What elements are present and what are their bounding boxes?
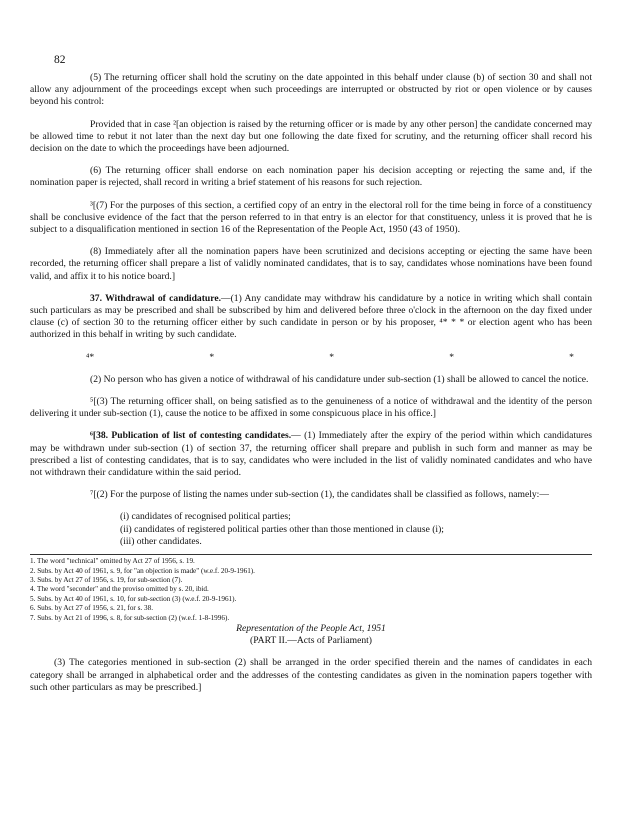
star: * xyxy=(569,351,574,363)
section-38 xyxy=(30,430,592,479)
footnote: 5. Subs. by Act 40 of 1961, s. 10, for sub-section (3) (w.e.f. 20-9-1961). xyxy=(30,594,237,603)
footnote: 2. Subs. by Act 40 of 1961, s. 9, for "an objection is made" (w.e.f. 20-9-1961). xyxy=(30,566,255,575)
section-38-heading: ⁶[38. Publication of list of contesting candidates. xyxy=(90,430,292,442)
footnote: 7. Subs. by Act 21 of 1996, s. 8, for sub-section (2) (w.e.f. 1-8-1996). xyxy=(30,613,230,622)
star: ⁴* xyxy=(86,351,95,363)
footnote: 1. The word "technical" omitted by Act 27 of 1956, s. 19. xyxy=(30,557,195,566)
page-body xyxy=(30,52,592,694)
page-number: 82 xyxy=(54,54,66,66)
omission-stars xyxy=(30,352,592,364)
section-37-heading: 37. Withdrawal of candidature. xyxy=(90,292,221,304)
paragraph-7: ³[(7) For the purposes of this section, a certified copy of an entry in the electoral roll for the time being in force of a constituency shall be conclusive evidence of the fact that the person referred to in that entry is an elector for that constituency, unless it is proved that he is subject to a disqualification mentioned in section 16 of the Representation of the People Act, 1950 (43 of 1950). xyxy=(30,199,592,236)
paragraph-5: (5) The returning officer shall hold the scrutiny on the date appointed in this behalf under clause (b) of section 30 and shall not allow any adjournment of the proceedings except when such proceedings are interrupted or obstructed by riot or open violence or by causes beyond his control: xyxy=(30,72,592,108)
section-37 xyxy=(30,293,592,342)
proviso: Provided that in case ²[an objection is raised by the returning officer or is made by any other person] the candidate concerned may be allowed time to rebut it not later than the next day but one following the date fixed for scrutiny, and the returning officer shall record his decision on the date to which the proceedings have been adjourned. xyxy=(30,118,592,155)
section-38-text: — (1) Immediately after the expiry of the period within which candidatures may be withdrawn under sub-section (1) of section 37, the returning officer shall prepare and publish in such form and manner as may be prescribed a list of contesting candidates, that is to say, candidates who were included in the list of validly nominated candidates and who have not withdrawn their candidature within the said period. xyxy=(30,430,592,479)
paragraph-8: (8) Immediately after all the nomination papers have been scrutinized and decisions accepting or ejecting the same have been recorded, the returning officer shall prepare a list of validly nominated candidates, that is to say, candidates whose nominations have been found valid, and affix it to his notice board.] xyxy=(30,246,592,282)
star: * xyxy=(209,351,215,363)
footnotes xyxy=(30,557,592,623)
section-38-3: (3) The categories mentioned in sub-section (2) shall be arranged in the order specified therein and the names of candidates in each category shall be arranged in alphabetical order and the addresses of the contesting candidates as given in the nomination papers together with such other particulars as may be prescribed.] xyxy=(30,657,592,693)
section-37-2: (2) No person who has given a notice of withdrawal of his candidature under sub-section (1) shall be allowed to cancel the notice. xyxy=(90,373,589,385)
section-37-3: ⁵[(3) The returning officer shall, on being satisfied as to the genuineness of a notice of withdrawal and the identity of the person delivering it under sub-section (1), cause the notice to be affixed in some conspicuous place in his office.] xyxy=(30,396,592,420)
clause-item: (iii) other candidates. xyxy=(120,535,202,547)
footnote: 3. Subs. by Act 27 of 1956, s. 19, for sub-section (7). xyxy=(30,575,183,584)
running-part: (PART II.—Acts of Parliament) xyxy=(250,635,372,647)
clause-item: (ii) candidates of registered political parties other than those mentioned in clause (i); xyxy=(120,523,444,535)
clause-item: (i) candidates of recognised political parties; xyxy=(120,511,291,523)
star: * xyxy=(329,351,335,363)
running-title: Representation of the People Act, 1951 xyxy=(236,622,386,634)
section-37-text: —(1) Any candidate may withdraw his candidature by a notice in writing which shall contain such particulars as may be prescribed and shall be subscribed by him and delivered before three o'clock in the afternoon on the day fixed under clause (c) of section 30 to the returning officer either by such candidate in person or by his proposer, ⁴* * * or election agent who has been authorized in this behalf in writing by such candidate. xyxy=(30,292,592,341)
footnote-divider xyxy=(30,554,592,555)
star: * xyxy=(449,351,455,363)
clause-list xyxy=(30,511,592,548)
paragraph-6: (6) The returning officer shall endorse on each nomination paper his decision accepting or rejecting the same and, if the nomination paper is rejected, shall record in writing a brief statement of his reasons for such rejection. xyxy=(30,165,592,189)
footnote: 4. The word "seconder" and the proviso omitted by s. 20, ibid. xyxy=(30,585,209,594)
section-38-2: ⁷[(2) For the purpose of listing the names under sub-section (1), the candidates shall be classified as follows, namely:— xyxy=(90,489,549,501)
footnote: 6. Subs. by Act 27 of 1956, s. 21, for s. 38. xyxy=(30,604,153,613)
